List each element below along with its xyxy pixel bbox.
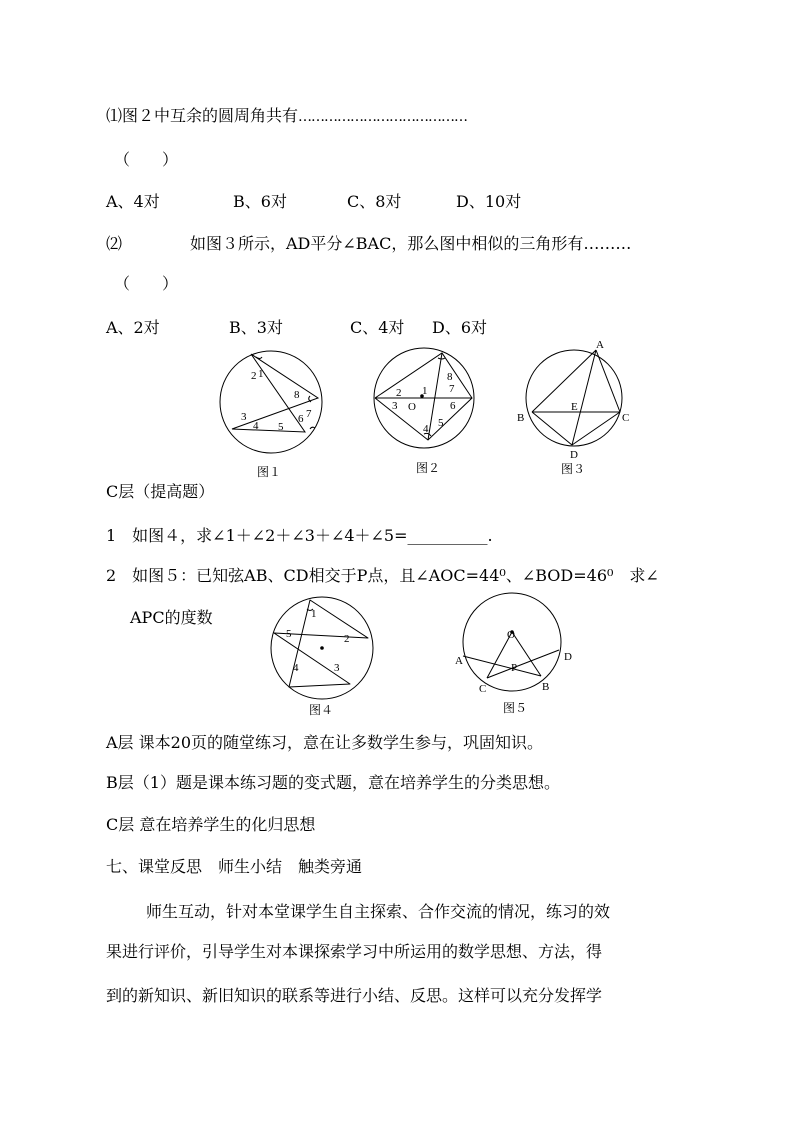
fig5-caption: 图５ bbox=[503, 701, 528, 715]
fig2-label-3: 3 bbox=[392, 400, 398, 412]
q1-stem bbox=[106, 106, 467, 127]
c-layer-question-2: 2 如图５：已知弦AB、CD相交于P点，且∠AOC=44⁰、∠BOD=46⁰ 求∠ bbox=[106, 566, 659, 585]
q2-option-d: D、6对 bbox=[432, 318, 488, 337]
figure-3 bbox=[512, 336, 632, 460]
fig1-label-8: 8 bbox=[294, 389, 300, 401]
q1-option-b: B、6对 bbox=[233, 192, 287, 211]
q1-answer-paren: （ ） bbox=[114, 150, 179, 169]
figure-4 bbox=[268, 593, 376, 703]
fig2-caption: 图２ bbox=[416, 461, 441, 475]
section-7-para-line-3: 到的新知识、新旧知识的联系等进行小结、反思。这样可以充分发挥学 bbox=[106, 986, 603, 1005]
fig5-label-c: C bbox=[479, 683, 487, 695]
q2-option-a: A、2对 bbox=[106, 318, 160, 337]
section-7-heading: 七、课堂反思 师生小结 触类旁通 bbox=[106, 857, 363, 876]
q1-dots: ………………………………… bbox=[298, 109, 468, 125]
fig2-label-5: 5 bbox=[438, 417, 444, 429]
fig1-label-3: 3 bbox=[241, 411, 247, 423]
fig1-label-5: 5 bbox=[278, 421, 284, 433]
q2-text: 如图３所示，AD平分∠BAC，那么图中相似的三角形有……… bbox=[190, 234, 632, 253]
fig3-label-c: C bbox=[622, 412, 630, 424]
fig1-label-2: 2 bbox=[251, 370, 257, 382]
q2-answer-paren: （ ） bbox=[114, 274, 179, 293]
q2-option-b: B、3对 bbox=[229, 318, 283, 337]
fig4-label-2: 2 bbox=[344, 633, 350, 645]
fig4-label-5: 5 bbox=[286, 628, 292, 640]
section-7-para-line-1: 师生互动，针对本堂课学生自主探索、合作交流的情况，练习的效 bbox=[146, 902, 611, 921]
fig2-label-1: 1 bbox=[422, 385, 428, 397]
q2-number: ⑵ bbox=[106, 234, 123, 253]
fig5-label-o: O bbox=[507, 629, 515, 641]
fig5-label-d: D bbox=[564, 651, 572, 663]
fig3-label-a: A bbox=[596, 339, 604, 351]
c-layer-question-2-cont: APC的度数 bbox=[130, 608, 213, 627]
note-a-layer: A层 课本20页的随堂练习，意在让多数学生参与，巩固知识。 bbox=[106, 733, 544, 752]
fig4-label-1: 1 bbox=[311, 608, 317, 620]
fig4-caption: 图４ bbox=[309, 703, 334, 717]
fig2-label-8: 8 bbox=[447, 371, 453, 383]
fig2-label-o: O bbox=[408, 401, 416, 413]
figure-5 bbox=[455, 590, 575, 700]
q1-option-a: A、4对 bbox=[106, 192, 160, 211]
note-c-layer: C层 意在培养学生的化归思想 bbox=[106, 815, 316, 834]
fig3-caption: 图３ bbox=[561, 462, 586, 476]
c-layer-title: C层（提高题） bbox=[106, 482, 215, 501]
fig2-label-7: 7 bbox=[449, 383, 455, 395]
fig3-label-e: E bbox=[571, 401, 578, 413]
figure-2 bbox=[372, 350, 476, 446]
c-layer-question-1: 1 如图４，求∠1＋∠2＋∠3＋∠4＋∠5=__________. bbox=[106, 526, 493, 545]
fig1-label-1: 1 bbox=[258, 368, 264, 380]
note-b-layer: B层（1）题是课本练习题的变式题，意在培养学生的分类思想。 bbox=[106, 773, 560, 792]
fig4-label-4: 4 bbox=[293, 662, 299, 674]
fig5-label-b: B bbox=[542, 681, 550, 693]
fig1-label-7: 7 bbox=[306, 408, 312, 420]
fig5-label-a: A bbox=[455, 655, 463, 667]
figure-1 bbox=[218, 347, 326, 457]
fig1-label-6: 6 bbox=[298, 413, 304, 425]
fig1-caption: 图１ bbox=[257, 465, 282, 479]
q1-text: ⑴图２中互余的圆周角共有 bbox=[106, 106, 299, 125]
q1-option-c: C、8对 bbox=[347, 192, 402, 211]
fig1-label-4: 4 bbox=[253, 420, 259, 432]
fig2-label-2: 2 bbox=[396, 387, 402, 399]
section-7-para-line-2: 果进行评价，引导学生对本课探索学习中所运用的数学思想、方法，得 bbox=[106, 942, 603, 961]
fig3-label-b: B bbox=[517, 412, 525, 424]
q2-option-c: C、4对 bbox=[350, 318, 405, 337]
fig3-label-d: D bbox=[570, 449, 578, 461]
fig2-label-4: 4 bbox=[423, 423, 429, 435]
fig4-label-3: 3 bbox=[334, 662, 340, 674]
fig5-label-p: P bbox=[511, 662, 518, 674]
q1-option-d: D、10对 bbox=[456, 192, 522, 211]
fig2-label-6: 6 bbox=[450, 400, 456, 412]
